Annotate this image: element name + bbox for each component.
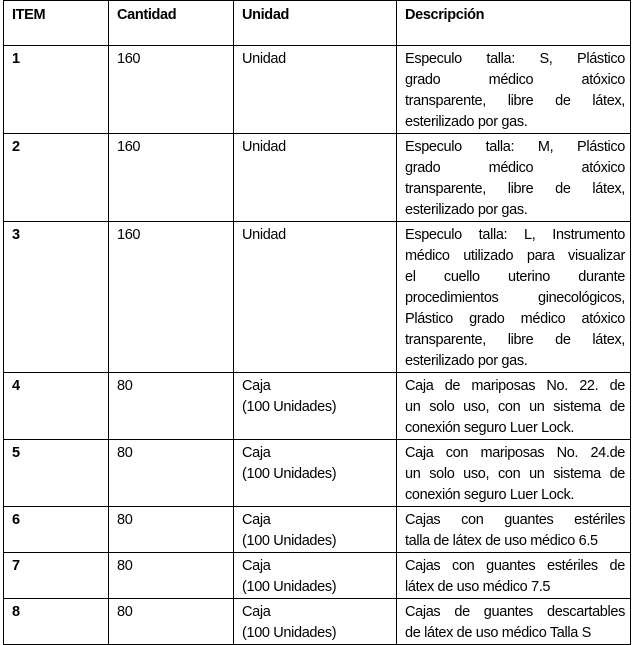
descripcion-line: esterilizado por gas. (405, 114, 528, 130)
descripcion-line: transparente, libre de látex, (405, 93, 625, 109)
table-row (3, 440, 631, 507)
cell-unidad (233, 507, 396, 552)
table-row (3, 507, 631, 553)
descripcion-line: transparente, libre de látex, (405, 332, 625, 348)
descripcion-line: esterilizado por gas. (405, 353, 528, 369)
descripcion-line: procedimientos ginecológicos, (405, 290, 625, 306)
descripcion-line: látex de uso médico 7.5 (405, 579, 551, 595)
table-row (3, 222, 631, 373)
unidad-line: Unidad (242, 227, 286, 243)
table-row (3, 373, 631, 440)
cell-unidad (233, 373, 396, 439)
unidad-line: (100 Unidades) (242, 399, 337, 415)
header-descripcion: Descripción (396, 1, 631, 45)
table-row (3, 46, 631, 134)
unidad-line: (100 Unidades) (242, 466, 337, 482)
descripcion-line: Cajas de guantes descartables (405, 604, 625, 620)
descripcion-line: un solo uso, con un sistema de (405, 466, 625, 482)
cell-item: 6 (3, 507, 108, 552)
unidad-line: Caja (242, 558, 271, 574)
descripcion-line: Especulo talla: S, Plástico (405, 51, 625, 67)
descripcion-line: un solo uso, con un sistema de (405, 399, 625, 415)
unidad-line: Caja (242, 445, 271, 461)
descripcion-line: Cajas con guantes estériles de (405, 558, 625, 574)
cell-descripcion (396, 599, 631, 644)
cell-item: 2 (3, 134, 108, 221)
descripcion-line: Especulo talla: M, Plástico (405, 139, 625, 155)
descripcion-line: transparente, libre de látex, (405, 181, 625, 197)
descripcion-line: talla de látex de uso médico 6.5 (405, 533, 598, 549)
cell-descripcion (396, 440, 631, 506)
descripcion-line: Plástico grado médico atóxico (405, 311, 625, 327)
unidad-line: (100 Unidades) (242, 625, 337, 641)
cell-descripcion (396, 507, 631, 552)
cell-cantidad: 160 (108, 46, 233, 133)
cell-cantidad: 160 (108, 222, 233, 372)
descripcion-line: Especulo talla: L, Instrumento (405, 227, 625, 243)
descripcion-line: médico utilizado para visualizar (405, 248, 625, 264)
descripcion-line: Caja con mariposas No. 24.de (405, 445, 625, 461)
unidad-line: (100 Unidades) (242, 533, 337, 549)
cell-cantidad: 80 (108, 599, 233, 644)
header-item: ITEM (3, 1, 108, 45)
unidad-line: Caja (242, 604, 271, 620)
cell-item: 5 (3, 440, 108, 506)
descripcion-line: grado médico atóxico (405, 160, 625, 176)
unidad-line: Caja (242, 378, 271, 394)
cell-item: 7 (3, 553, 108, 598)
cell-unidad (233, 134, 396, 221)
table-header-row (3, 0, 631, 46)
cell-descripcion (396, 134, 631, 221)
header-cantidad: Cantidad (108, 1, 233, 45)
cell-item: 4 (3, 373, 108, 439)
cell-descripcion (396, 553, 631, 598)
cell-item: 8 (3, 599, 108, 644)
table-row (3, 553, 631, 599)
cell-descripcion (396, 46, 631, 133)
cell-cantidad: 80 (108, 553, 233, 598)
descripcion-line: Caja de mariposas No. 22. de (405, 378, 625, 394)
cell-unidad (233, 440, 396, 506)
cell-cantidad: 80 (108, 440, 233, 506)
unidad-line: Caja (242, 512, 271, 528)
cell-cantidad: 160 (108, 134, 233, 221)
unidad-line: (100 Unidades) (242, 579, 337, 595)
cell-descripcion (396, 373, 631, 439)
descripcion-line: conexión seguro Luer Lock. (405, 420, 575, 436)
descripcion-line: Cajas con guantes estériles (405, 512, 625, 528)
header-unidad: Unidad (233, 1, 396, 45)
cell-unidad (233, 222, 396, 372)
items-table (3, 0, 631, 645)
unidad-line: Unidad (242, 51, 286, 67)
cell-cantidad: 80 (108, 507, 233, 552)
descripcion-line: esterilizado por gas. (405, 202, 528, 218)
cell-unidad (233, 599, 396, 644)
table-row (3, 134, 631, 222)
descripcion-line: el cuello uterino durante (405, 269, 625, 285)
descripcion-line: conexión seguro Luer Lock. (405, 487, 575, 503)
table-row (3, 599, 631, 645)
cell-descripcion (396, 222, 631, 372)
cell-cantidad: 80 (108, 373, 233, 439)
cell-unidad (233, 46, 396, 133)
cell-item: 1 (3, 46, 108, 133)
descripcion-line: de látex de uso médico Talla S (405, 625, 591, 641)
cell-unidad (233, 553, 396, 598)
cell-item: 3 (3, 222, 108, 372)
descripcion-line: grado médico atóxico (405, 72, 625, 88)
unidad-line: Unidad (242, 139, 286, 155)
